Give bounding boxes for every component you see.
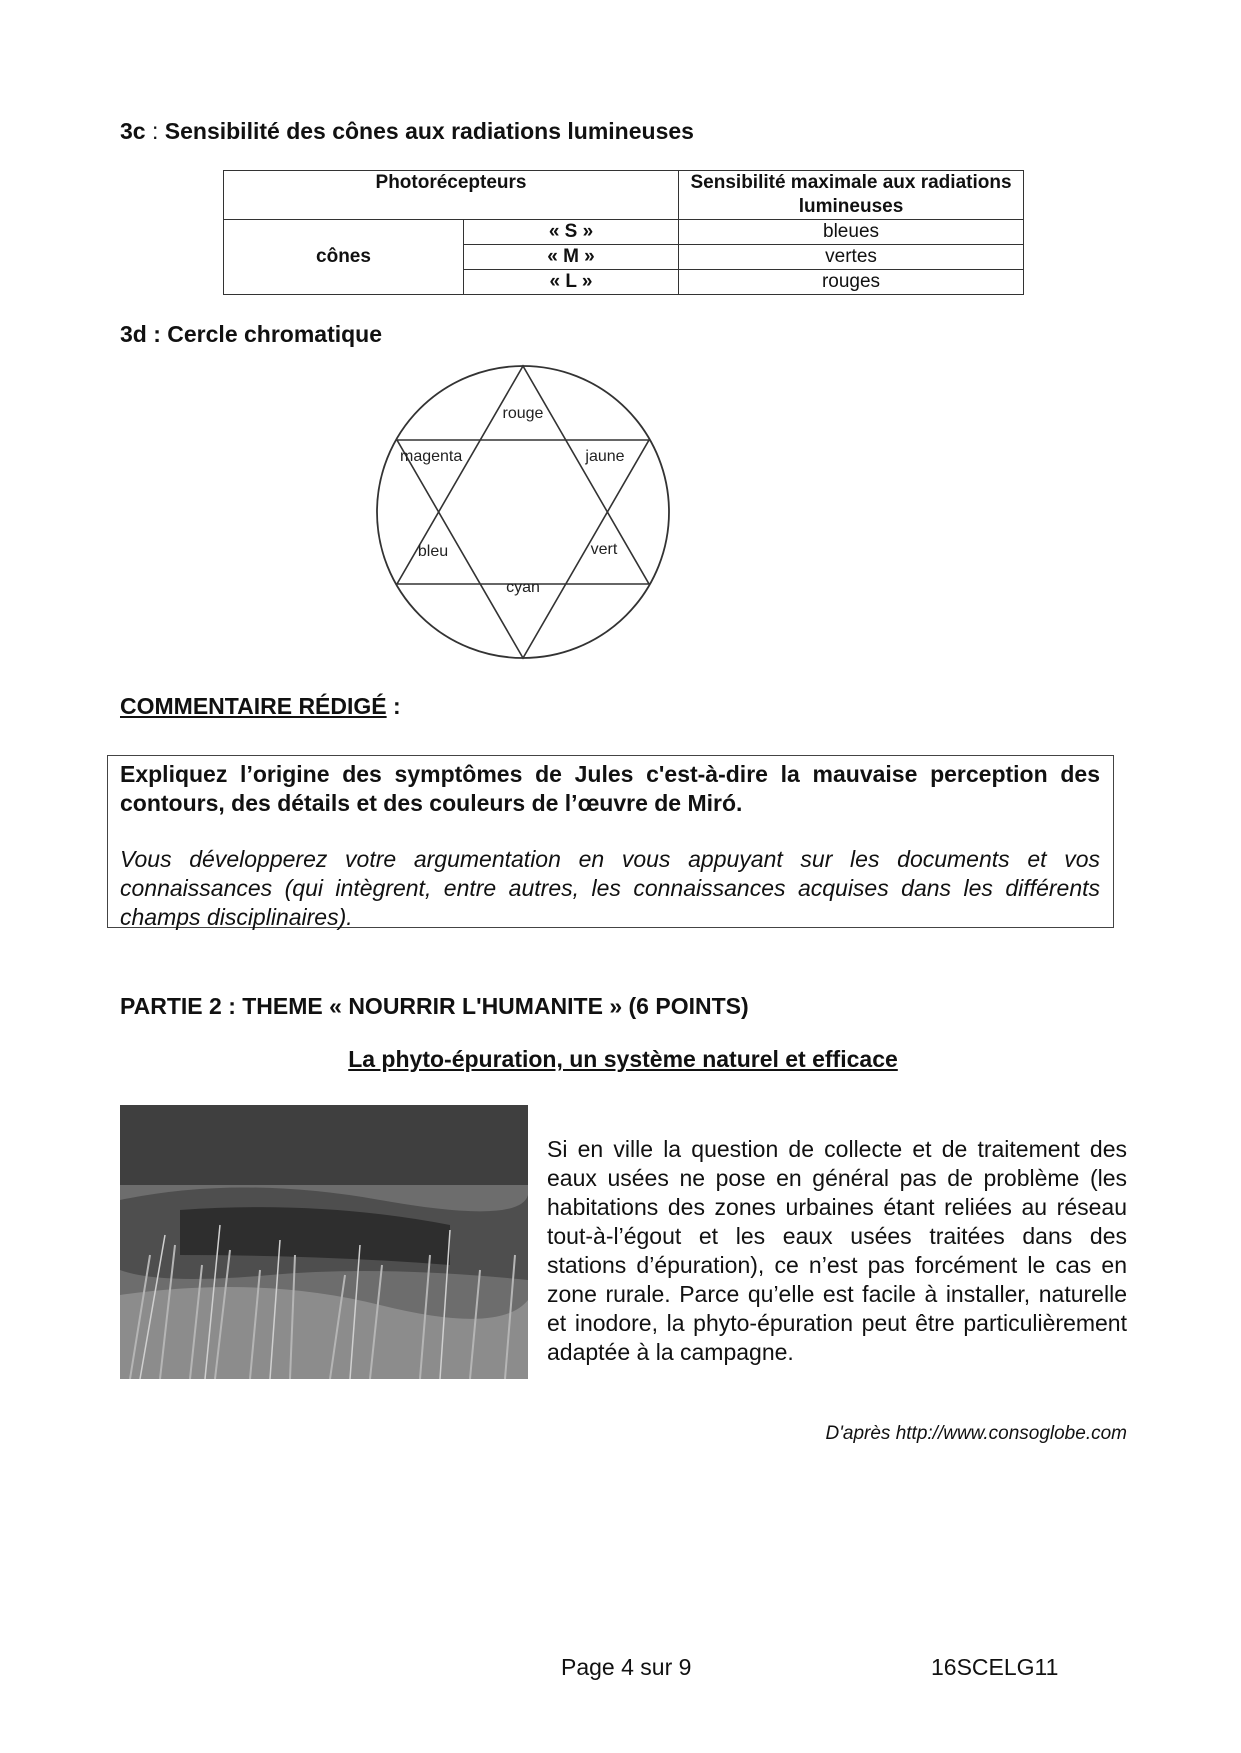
table-row [224,220,1024,245]
label-cyan: cyan [506,579,540,596]
cone-type: « L » [464,270,679,295]
commentaire-heading [120,693,401,720]
partie-2-heading: PARTIE 2 : THEME « NOURRIR L'HUMANITE » (6 POINTS) [120,993,749,1019]
label-rouge: rouge [502,405,544,422]
commentaire-title: COMMENTAIRE RÉDIGÉ [120,693,387,719]
section-3c-separator: : [145,118,165,144]
page-number: Page 4 sur 9 [561,1654,692,1680]
label-vert: vert [590,541,618,558]
section-3c-heading [120,118,694,145]
phyto-paragraph: Si en ville la question de collecte et de traitement des eaux usées ne pose en général pas de problème (les habitations des zones urbaines étant reliées au réseau tout-à-l’égout et les eaux usées traitées dans des stations d’épuration), ce n’est pas forcément le cas en zone rurale. Parce qu’elle est facile à installer, naturelle et inodore, la phyto-épuration peut être particulièrement adaptée à la campagne. [547,1136,1127,1365]
label-bleu: bleu [417,543,449,560]
cone-type: « M » [464,245,679,270]
commentaire-suffix: : [386,693,401,719]
source-citation: D'après http://www.consoglobe.com [825,1423,1127,1444]
cone-sensitivity: rouges [679,270,1024,295]
cone-sensitivity: bleues [679,220,1024,245]
cone-type: « S » [464,220,679,245]
table-header-row [224,171,1024,220]
question-instructions: Vous développerez votre argumentation en vous appuyant sur les documents et vos connaissances (qui intègrent, entre autres, les connaissances acquises dans les différents champs disciplinaires). [120,846,1100,930]
cone-sensitivity-table [223,170,1024,295]
photo-illustration [120,1105,528,1379]
header-photorecepteurs: Photorécepteurs [224,171,679,220]
partie-2-subtitle: La phyto-épuration, un système naturel et efficace [348,1046,898,1072]
document-code: 16SCELG11 [931,1654,1059,1680]
color-wheel-diagram [370,360,690,660]
group-label-cones: cônes [224,220,464,295]
section-3d-heading: 3d : Cercle chromatique [120,321,383,347]
phyto-epuration-photo [120,1105,528,1379]
partie-2-subtitle-wrap [0,1046,1241,1073]
header-sensibilite: Sensibilité maximale aux radiations lumineuses [679,171,1024,220]
cone-sensitivity: vertes [679,245,1024,270]
label-jaune: jaune [585,448,625,465]
label-magenta: magenta [400,448,463,465]
question-main: Expliquez l’origine des symptômes de Jules c'est-à-dire la mauvaise perception des contours, des détails et des couleurs de l’œuvre de Miró. [120,761,1100,816]
section-3c-label: 3c [120,118,146,144]
section-3c-title: Sensibilité des cônes aux radiations lumineuses [164,118,694,144]
